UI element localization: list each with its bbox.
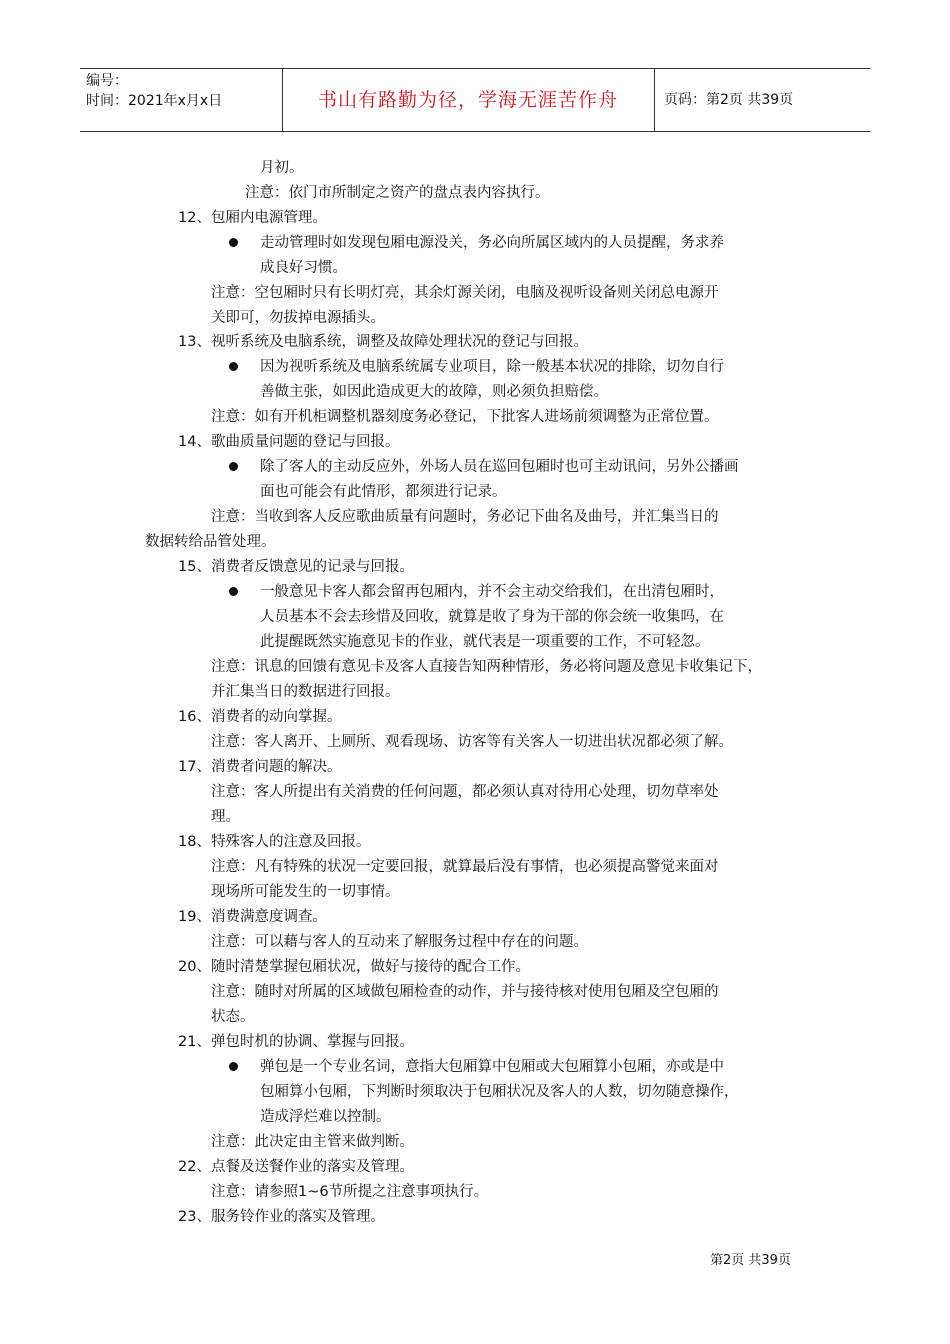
bullet-line: 人员基本不会去珍惜及回收，就算是收了身为干部的你会统一收集吗，在 xyxy=(260,609,724,625)
section-heading: 17、消费者问题的解决。 xyxy=(178,759,342,775)
section-heading: 18、特殊客人的注意及回报。 xyxy=(178,834,371,850)
header-page-number: 页码：第2页 共39页 xyxy=(664,92,794,108)
bullet-line: 面也可能会有此情形，都须进行记录。 xyxy=(260,484,507,500)
body-line: 月初。 xyxy=(260,160,304,176)
bullet-line: 此提醒既然实施意见卡的作业，就代表是一项重要的工作，不可轻忽。 xyxy=(260,634,710,650)
note-line: 注意：可以藉与客人的互动来了解服务过程中存在的问题。 xyxy=(211,934,588,950)
note-line: 注意：依门市所制定之资产的盘点表内容执行。 xyxy=(245,185,550,201)
document-date: 时间：2021年x月x日 xyxy=(86,93,223,109)
bullet-line: 除了客人的主动反应外，外场人员在巡回包厢时也可主动讯问，另外公播画 xyxy=(260,459,739,475)
section-heading: 16、消费者的动向掌握。 xyxy=(178,709,342,725)
bullet-line: 造成浮烂难以控制。 xyxy=(260,1109,391,1125)
note-line: 注意：凡有特殊的状况一定要回报，就算最后没有事情，也必须提高警觉来面对 xyxy=(211,859,719,875)
note-line: 注意：当收到客人反应歌曲质量有问题时，务必记下曲名及曲号，并汇集当日的 xyxy=(211,509,719,525)
section-heading: 19、消费满意度调查。 xyxy=(178,909,327,925)
section-heading: 14、歌曲质量问题的登记与回报。 xyxy=(178,434,400,450)
bullet-line: 弹包是一个专业名词，意指大包厢算中包厢或大包厢算小包厢，亦或是中 xyxy=(260,1059,724,1075)
note-line: 注意：此决定由主管来做判断。 xyxy=(211,1134,414,1150)
section-heading: 15、消费者反馈意见的记录与回报。 xyxy=(178,559,414,575)
header-motto: 书山有路勤为径，学海无涯苦作舟 xyxy=(317,89,618,111)
note-line: 现场所可能发生的一切事情。 xyxy=(211,884,400,900)
bullet-icon xyxy=(229,238,238,247)
bullet-icon xyxy=(229,362,238,371)
note-line: 数据转给品管处理。 xyxy=(145,534,276,550)
bullet-icon xyxy=(229,462,238,471)
note-line: 注意：随时对所属的区域做包厢检查的动作，并与接待核对使用包厢及空包厢的 xyxy=(211,984,719,1000)
section-heading: 20、随时清楚掌握包厢状况，做好与接待的配合工作。 xyxy=(178,959,530,975)
note-line: 理。 xyxy=(211,809,240,825)
note-line: 注意：请参照1~6节所提之注意事项执行。 xyxy=(211,1184,489,1200)
bullet-line: 包厢算小包厢，下判断时须取决于包厢状况及客人的人数，切勿随意操作， xyxy=(260,1084,739,1100)
note-line: 关即可，勿拔掉电源插头。 xyxy=(211,310,385,326)
page-footer: 第2页 共39页 xyxy=(710,1253,791,1268)
note-line: 注意：客人离开、上厕所、观看现场、访客等有关客人一切进出状况都必须了解。 xyxy=(211,734,733,750)
section-heading: 21、弹包时机的协调、掌握与回报。 xyxy=(178,1034,414,1050)
section-heading: 22、点餐及送餐作业的落实及管理。 xyxy=(178,1159,414,1175)
document-number: 编号： xyxy=(86,73,128,89)
bullet-line: 走动管理时如发现包厢电源没关，务必向所属区域内的人员提醒，务求养 xyxy=(260,235,724,251)
page-header xyxy=(80,68,870,132)
bullet-line: 一般意见卡客人都会留再包厢内，并不会主动交给我们，在出清包厢时， xyxy=(260,584,724,600)
bullet-icon xyxy=(229,587,238,596)
note-line: 状态。 xyxy=(211,1009,255,1025)
note-line: 注意：讯息的回馈有意见卡及客人直接告知两种情形，务必将问题及意见卡收集记下， xyxy=(211,659,762,675)
section-heading: 13、视听系统及电脑系统，调整及故障处理状况的登记与回报。 xyxy=(178,334,588,350)
section-heading: 23、服务铃作业的落实及管理。 xyxy=(178,1209,385,1225)
note-line: 注意：客人所提出有关消费的任何问题，都必须认真对待用心处理，切勿草率处 xyxy=(211,784,719,800)
header-meta xyxy=(86,71,222,111)
note-line: 并汇集当日的数据进行回报。 xyxy=(211,684,400,700)
note-line: 注意：如有开机柜调整机器刻度务必登记，下批客人进场前须调整为正常位置。 xyxy=(211,409,719,425)
bullet-line: 善做主张，如因此造成更大的故障，则必须负担赔偿。 xyxy=(260,384,608,400)
bullet-line: 因为视听系统及电脑系统属专业项目，除一般基本状况的排除，切勿自行 xyxy=(260,359,724,375)
note-line: 注意：空包厢时只有长明灯亮，其余灯源关闭，电脑及视听设备则关闭总电源开 xyxy=(211,285,719,301)
bullet-icon xyxy=(229,1062,238,1071)
bullet-line: 成良好习惯。 xyxy=(260,260,347,276)
section-heading: 12、包厢内电源管理。 xyxy=(178,210,327,226)
header-divider xyxy=(654,69,655,131)
